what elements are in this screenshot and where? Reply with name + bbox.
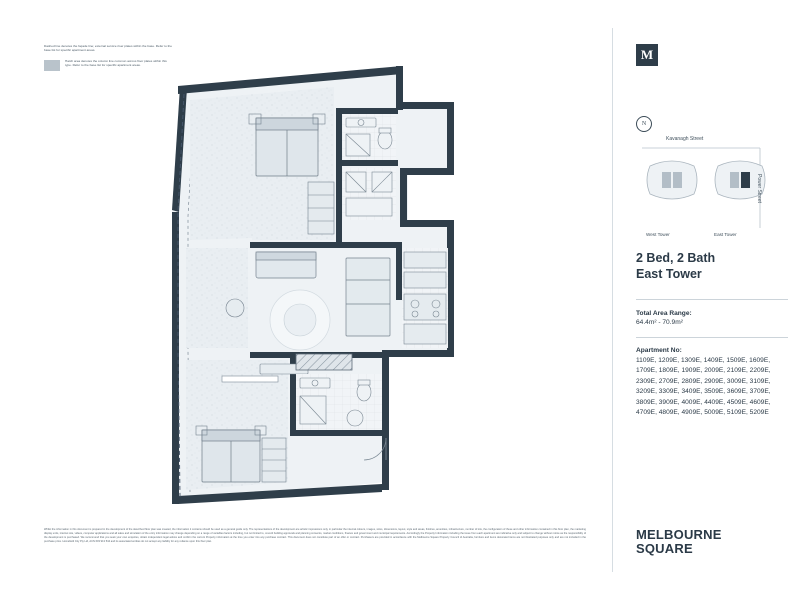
divider-above-area (636, 299, 788, 300)
apartment-no-list: 1109E, 1209E, 1309E, 1409E, 1509E, 1609E, 1709E, 1809E, 1909E, 2009E, 2109E, 2209E, 2309E, 2709E, 2809E, 2909E, 3009E, 3109E, 3209E, 3309E, 3409E, 3509E, 3609E, 3709E, 3809E, 3909E, 4009E, 4409E, 4509E, 4609E, 4709E, 4809E, 4909E, 5009E, 5109E, 5209E (636, 357, 771, 417)
info-panel (612, 0, 800, 600)
title-line-1: 2 Bed, 2 Bath (636, 251, 716, 265)
panel-divider (612, 28, 613, 572)
total-area-value: 64.4m² - 70.9m² (636, 319, 683, 326)
keyplan-label-east-tower: East Tower (714, 232, 737, 237)
title-line-2: East Tower (636, 267, 702, 281)
melbourne-square-mark-icon: M (636, 44, 658, 66)
street-label-power: Power Street (756, 174, 762, 203)
north-compass-icon: N (636, 116, 652, 132)
disclaimer-text: Whilst the information in this document is prepared in the development of the described floor plan was created, the information it contains should be used as a general guide only. The representations of the development are artistic impressions only, in particular the internal colours, images, sizes, dimensions, layout, style and areas, finishes, amenities, infrastructure, number of lots, the configuration of these and other information contained in this floor plan, the marketing display units, internet site, videos, computer applications and all sales and simulation of the entry information may change depending on a range of variables factors including, but not limited to, council building approvals and planning consents, market conditions, finance and government and municipal requirements. Accordingly the Property Information including the issue from each apartment are indicative only and subject to change without notice as the responsibility of the development is purchased. We recommend that you seek your own enquiries, obtain independent legal advice and confirm the current Property information at the time you enter into any purchase contract. This document does not constitute part of an offer or contract. Purchasers are provided in accordance with the Melbourne Square Property Council of Australia, furniture and items decorated items are not illustrated purposes only and are not included in the purchase price. Homefield City Pty Ltd, ACN 603 913 544 and its associated entities do not accept any liability for any reliance upon this floor plan. (44, 528, 586, 543)
keyplan-label-west-tower: West Tower (646, 232, 670, 237)
key-plan (636, 132, 786, 250)
apartment-numbers-block (636, 347, 792, 418)
total-area-block (636, 310, 788, 327)
brand-line-2: SQUARE (636, 541, 693, 557)
legend-hatch-swatch (44, 60, 60, 71)
floor-plan-drawing (150, 52, 490, 512)
brand-wordmark (636, 528, 722, 556)
brand-line-1: MELBOURNE (636, 527, 722, 542)
divider-above-apartments (636, 337, 788, 338)
legend-note-hatch: Hatch area denotes the column line common across floor plates within this type. Refer to the base list for specific apartment areas. (65, 58, 167, 68)
total-area-heading: Total Area Range: (636, 310, 692, 317)
apartment-type-title (636, 250, 788, 282)
street-label-kavanagh: Kavanagh Street (666, 136, 704, 142)
apartment-no-heading: Apartment No: (636, 347, 682, 354)
legend-note-dashed: Dashed line denotes the façade line; external service riser plates within the base. Refer to the base list for specific apartment areas. (44, 44, 172, 53)
